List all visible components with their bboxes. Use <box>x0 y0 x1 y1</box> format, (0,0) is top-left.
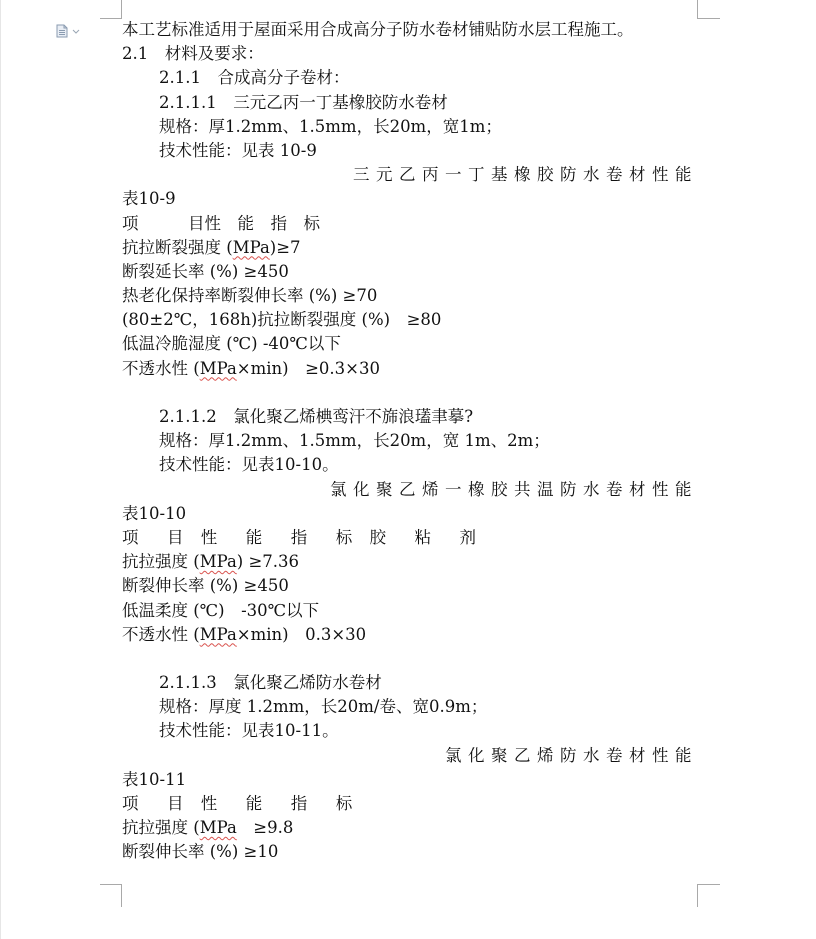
table-2-row: 低温柔度 (℃) -30℃以下 <box>122 600 320 620</box>
row-label: 不透水性 ( <box>122 624 200 644</box>
table-2-row: 断裂伸长率 (%) ≥450 <box>122 576 289 596</box>
margin-mark-bottom-left <box>100 884 122 907</box>
table-3-number: 表10-11 <box>122 769 187 789</box>
page-left-edge <box>0 0 1 939</box>
row-value: ≥9.8 <box>236 818 294 838</box>
performance-line-1: 技术性能：见表 10-9 <box>159 140 317 160</box>
table-2-header: 项 目 性 能 指 标 胶 粘 剂 <box>122 527 482 547</box>
table-1-row <box>122 236 698 260</box>
table-3-header: 项 目 性 能 指 标 <box>122 794 359 813</box>
table-1-header: 项 目性 能 指 标 <box>122 213 320 233</box>
table-1-row: 低温冷脆湿度 (℃) -40℃以下 <box>122 334 341 354</box>
table-1-number: 表10-9 <box>122 189 176 209</box>
performance-line-2: 技术性能：见表10-10。 <box>159 455 339 475</box>
row-label: 不透水性 ( <box>122 358 200 378</box>
table-1-row: 热老化保持率断裂伸长率 (%) ≥70 <box>122 286 378 306</box>
document-dropdown-icon[interactable] <box>56 24 82 38</box>
unit-spellcheck-text[interactable]: MPa <box>199 552 237 572</box>
table-1-title: 三元乙丙一丁基橡胶防水卷材性能 <box>353 165 698 185</box>
margin-mark-top-left <box>100 0 122 19</box>
table-3-row: 断裂伸长率 (%) ≥10 <box>122 842 279 862</box>
intro-paragraph: 本工艺标准适用于屋面采用合成高分子防水卷材铺贴防水层工程施工。 <box>122 20 634 39</box>
empty-line <box>122 381 698 405</box>
table-1-row: 断裂延长率 (%) ≥450 <box>122 261 289 281</box>
table-2-row <box>122 550 698 574</box>
unit-spellcheck-text[interactable]: MPa <box>199 624 237 644</box>
row-value: ×min) 0.3×30 <box>236 624 367 644</box>
row-label: 抗拉强度 ( <box>122 818 200 838</box>
section-heading-2-1-1-1: 2.1.1.1 三元乙丙一丁基橡胶防水卷材 <box>159 92 448 112</box>
table-1-row <box>122 357 698 381</box>
table-2-number: 表10-10 <box>122 503 187 523</box>
spec-line-1: 规格：厚1.2mm、1.5mm，长20m，宽1m； <box>159 116 502 136</box>
row-value: )≥7 <box>269 237 301 257</box>
empty-line <box>122 647 698 671</box>
unit-spellcheck-text[interactable]: MPa <box>232 237 270 257</box>
row-label: 抗拉强度 ( <box>122 552 200 572</box>
table-3-row <box>122 816 698 840</box>
table-2-title: 氯化聚乙烯一橡胶共温防水卷材性能 <box>330 479 698 499</box>
table-1-row: (80±2℃，168h)抗拉断裂强度 (%) ≥80 <box>122 310 442 330</box>
row-value: ×min) ≥0.3×30 <box>236 358 380 378</box>
margin-mark-top-right <box>697 0 720 19</box>
row-value: ) ≥7.36 <box>236 552 300 572</box>
section-heading-2-1-1-3: 2.1.1.3 氯化聚乙烯防水卷材 <box>159 673 382 693</box>
section-heading-2-1: 2.1 材料及要求： <box>122 44 264 64</box>
unit-spellcheck-text[interactable]: MPa <box>199 358 237 378</box>
table-3-title: 氯化聚乙烯防水卷材性能 <box>445 745 698 765</box>
document-body <box>122 18 698 865</box>
spec-line-3: 规格：厚度 1.2mm，长20m/卷、宽0.9m； <box>159 697 488 717</box>
row-label: 抗拉断裂强度 ( <box>122 237 233 257</box>
table-2-row <box>122 623 698 647</box>
performance-line-3: 技术性能：见表10-11。 <box>159 721 339 741</box>
spec-line-2: 规格：厚1.2mm、1.5mm，长20m，宽 1m、2m； <box>159 431 550 451</box>
section-heading-2-1-1: 2.1.1 合成高分子卷材： <box>159 68 350 88</box>
unit-spellcheck-text[interactable]: MPa <box>199 818 237 838</box>
section-heading-2-1-1-2: 2.1.1.2 氯化聚乙烯椣鸾汗不旆浪瓂聿摹? <box>159 407 474 426</box>
margin-mark-bottom-right <box>697 884 720 907</box>
